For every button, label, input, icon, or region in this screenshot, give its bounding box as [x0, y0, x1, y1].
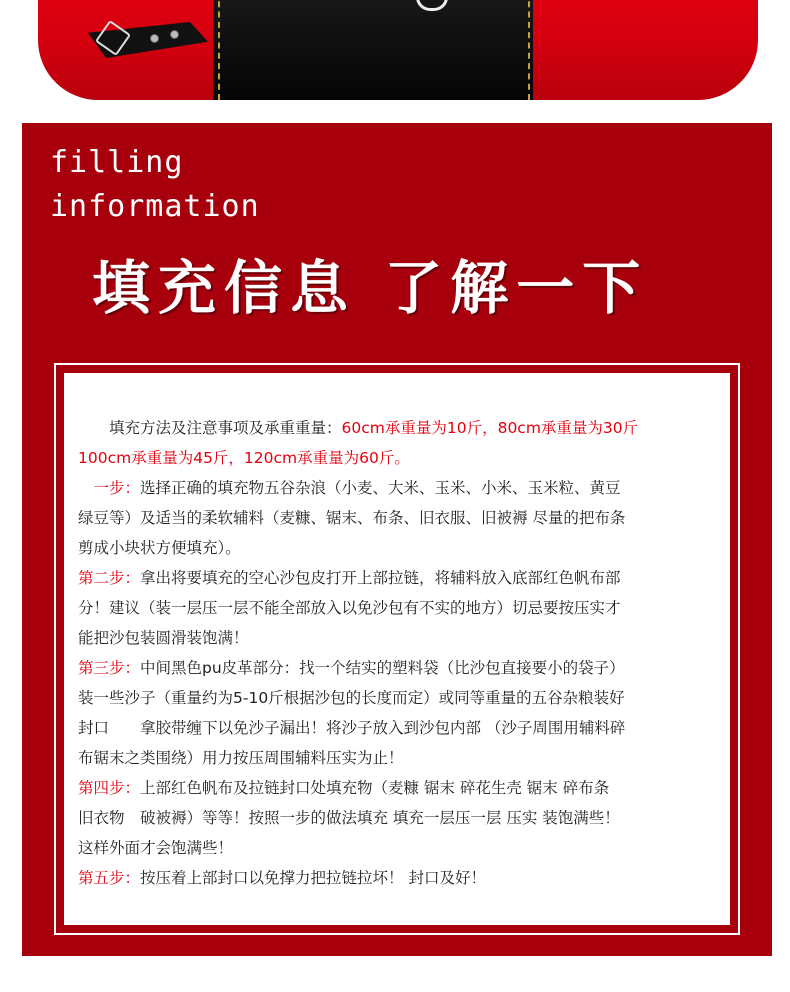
step-1-label: 一步： [93, 479, 141, 497]
step-5-line1: 按压着上部封口以免撑力把拉链拉坏！ 封口及好！ [140, 869, 486, 887]
step-2-label: 第二步： [78, 569, 141, 587]
step-1-line1: 选择正确的填充物五谷杂浪（小麦、大米、玉米、小米、玉米粒、黄豆 [140, 479, 621, 497]
black-pu-band [213, 0, 533, 100]
step-5 [78, 863, 718, 893]
stitching-right [528, 0, 530, 100]
step-5-label: 第五步： [78, 869, 141, 887]
english-heading [50, 141, 260, 229]
step-3-line1: 中间黑色pu皮革部分：找一个结实的塑料袋（比沙包直接要小的袋子） [140, 659, 625, 677]
step-3-label: 第三步： [78, 659, 141, 677]
step-3 [78, 653, 718, 683]
step-3-line3: 封口 拿胶带缠下以免沙子漏出！将沙子放入到沙包内部 （沙子周围用辅料碎 [78, 719, 626, 737]
weights-line1: 60cm承重量为10斤，80cm承重量为30斤 [341, 419, 639, 437]
rivet-icon [150, 34, 159, 43]
step-2-line3: 能把沙包装圆滑装饱满！ [78, 629, 249, 647]
step-4 [78, 773, 718, 803]
stitching-left [218, 0, 220, 100]
step-1 [78, 473, 718, 503]
step-4-line2: 旧衣物 破被褥）等等！按照一步的做法填充 填充一层压一层 压实 装饱满些！ [78, 809, 620, 827]
info-panel [22, 123, 772, 956]
instructions-text [78, 413, 718, 893]
instructions-box [64, 373, 730, 925]
step-2-line2: 分！建议（装一层压一层不能全部放入以免沙包有不实的地方）切忌要按压实才 [78, 599, 621, 617]
step-3-line4: 布锯末之类围绕）用力按压周围辅料压实为止！ [78, 749, 404, 767]
weights-line2: 100cm承重量为45斤，120cm承重量为60斤。 [78, 449, 410, 467]
english-heading-line1: filling [50, 145, 184, 180]
step-1-line2: 绿豆等）及适当的柔软辅料（麦糠、锯末、布条、旧衣服、旧被褥 尽量的把布条 [78, 509, 626, 527]
intro-line1 [78, 413, 718, 443]
intro-label: 填充方法及注意事项及承重重量： [109, 419, 342, 437]
step-2-line1: 拿出将要填充的空心沙包皮打开上部拉链，将辅料放入底部红色帆布部 [140, 569, 621, 587]
english-heading-line2: information [50, 189, 260, 224]
punching-bag-image [38, 0, 758, 100]
step-4-line3: 这样外面才会饱满些！ [78, 839, 234, 857]
step-4-line1: 上部红色帆布及拉链封口处填充物（麦糠 锯末 碎花生壳 锯末 碎布条 [140, 779, 610, 797]
rivet-icon [170, 30, 179, 39]
step-3-line2: 装一些沙子（重量约为5-10斤根据沙包的长度而定）或同等重量的五谷杂粮装好 [78, 689, 625, 707]
step-2 [78, 563, 718, 593]
step-4-label: 第四步： [78, 779, 141, 797]
chinese-heading: 填充信息 了解一下 [92, 254, 649, 322]
product-photo [0, 0, 790, 118]
step-1-line3: 剪成小块状方便填充）。 [78, 539, 241, 557]
